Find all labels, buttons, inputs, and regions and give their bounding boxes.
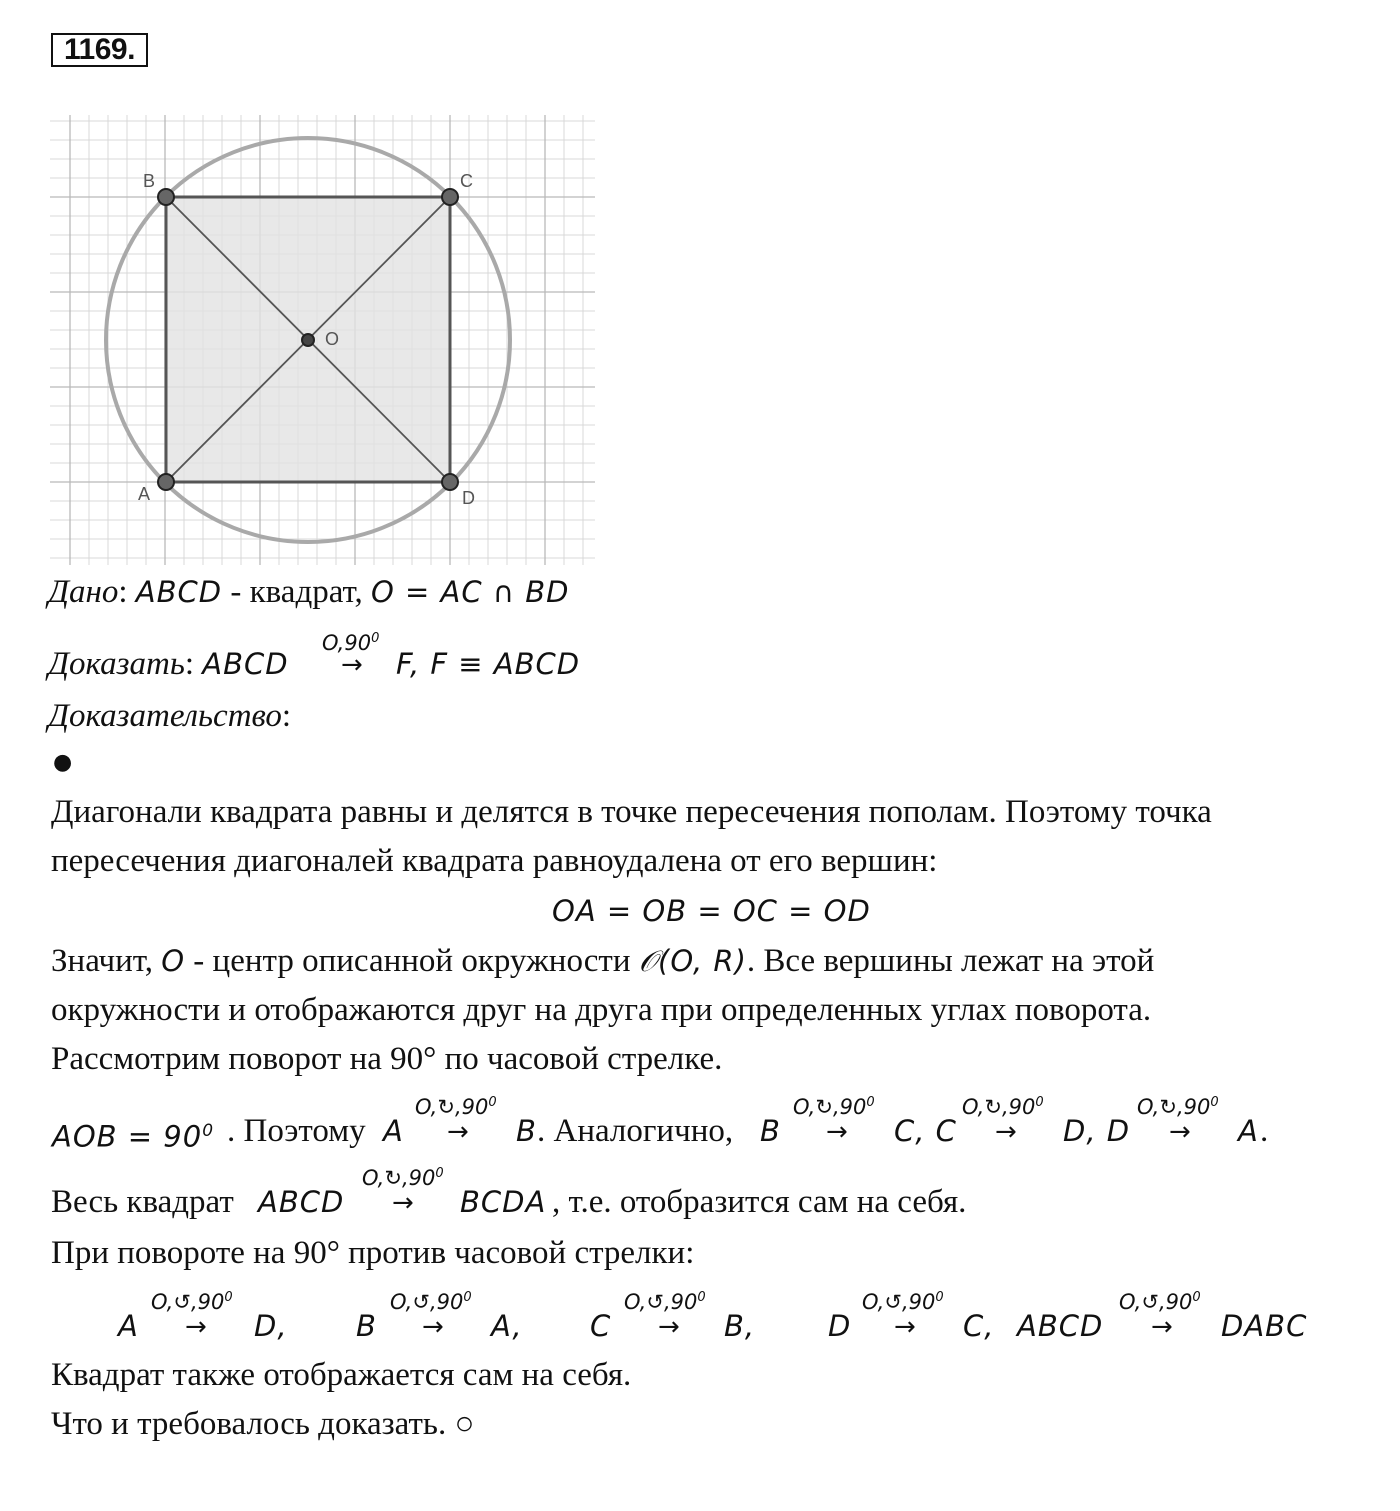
- whole-cw-right: BCDA: [460, 1185, 547, 1219]
- prove-over: $O,90^0$: [322, 631, 380, 655]
- cw-arrow-4: →: [1169, 1117, 1191, 1147]
- ccw-over-2: $O,↺,90^0$: [390, 1290, 472, 1314]
- prove-colon: :: [184, 646, 195, 682]
- proof-colon: :: [281, 698, 292, 734]
- cw-arrow-1: →: [447, 1117, 469, 1147]
- geometry-figure: [50, 115, 595, 565]
- prove-right: F, F ≡ ABCD: [396, 647, 581, 681]
- cw-period: .: [1260, 1113, 1269, 1149]
- whole-cw-text2: , т.е. отобразится сам на себя.: [552, 1184, 967, 1220]
- p2-text-d: . Все вершины лежат на этой: [746, 943, 1155, 979]
- ccw-arrow-1: →: [185, 1312, 207, 1342]
- p2-text-b: - центр описанной окружности: [185, 943, 639, 979]
- whole-cw-arrow: →: [392, 1188, 414, 1218]
- point-o: [302, 334, 314, 346]
- ccw-item-abcd: ABCD: [1017, 1309, 1104, 1343]
- ccw-arrow-3: →: [658, 1312, 680, 1342]
- cw-arrow-3: →: [995, 1117, 1017, 1147]
- cw-text2: . Аналогично,: [537, 1113, 734, 1149]
- cw-over-4: $O,↻,90^0$: [1137, 1095, 1219, 1119]
- ccw-item-a2: A,: [491, 1309, 523, 1343]
- point-a: [158, 474, 174, 490]
- ccw-over-5: $O,↺,90^0$: [1119, 1290, 1201, 1314]
- ccw-item-b2: B,: [724, 1309, 756, 1343]
- cw-b: B: [760, 1114, 781, 1148]
- given-label: Дано: [48, 574, 119, 610]
- whole-cw-over: $O,↻,90^0$: [362, 1166, 444, 1190]
- ccw-item-c: C: [590, 1309, 612, 1343]
- ccw-over-3: $O,↺,90^0$: [624, 1290, 706, 1314]
- bullet: ●: [53, 750, 73, 775]
- label-a: A: [138, 484, 151, 504]
- cw-angle: AOB = $90^0$: [52, 1119, 215, 1154]
- given-colon: :: [118, 574, 128, 610]
- paragraph1-line1: Диагонали квадрата равны и делятся в точке пересечения пополам. Поэтому точка: [51, 794, 1212, 830]
- cw-b-end: B: [516, 1114, 537, 1148]
- cw-d-mid: D, D: [1063, 1114, 1131, 1148]
- ccw-item-d: D,: [254, 1309, 288, 1343]
- cw-over-2: $O,↻,90^0$: [793, 1095, 875, 1119]
- label-d: D: [462, 488, 475, 508]
- cw-over-3: $O,↻,90^0$: [962, 1095, 1044, 1119]
- cw-c-mid: C, C: [894, 1114, 957, 1148]
- proof-label-line: [48, 696, 291, 736]
- ccw-intro: При повороте на 90° против часовой стрелки:: [51, 1235, 695, 1271]
- ccw-item-dabc: DABC: [1221, 1309, 1308, 1343]
- prove-label: Доказать: [48, 646, 185, 682]
- equality: OA = OB = OC = OD: [552, 894, 871, 928]
- given-intersection: O = AC ∩ BD: [370, 575, 570, 609]
- p2-center: O: [161, 944, 186, 978]
- prove-line: [48, 644, 289, 684]
- point-d: [442, 474, 458, 490]
- point-b: [158, 189, 174, 205]
- point-c: [442, 189, 458, 205]
- paragraph2-line3: Рассмотрим поворот на 90° по часовой стрелке.: [51, 1041, 723, 1077]
- paragraph2-line2: окружности и отображаются друг на друга при определенных углах поворота.: [51, 992, 1152, 1028]
- cw-a-end: A: [1238, 1114, 1259, 1148]
- ccw-over-4: $O,↺,90^0$: [862, 1290, 944, 1314]
- paragraph1-line2: пересечения диагоналей квадрата равноудалена от его вершин:: [51, 843, 938, 879]
- cw-arrow-2: →: [826, 1117, 848, 1147]
- given-dash: - квадрат,: [222, 574, 371, 610]
- whole-cw-left: ABCD: [258, 1185, 345, 1219]
- conclusion2: Что и требовалось доказать. ○: [51, 1406, 475, 1442]
- cw-a: A: [383, 1114, 404, 1148]
- label-b: B: [143, 171, 156, 191]
- given-line: [48, 572, 570, 612]
- proof-label: Доказательство: [48, 698, 282, 734]
- ccw-item-d2: D: [828, 1309, 852, 1343]
- paragraph2-line1: [51, 941, 1154, 981]
- problem-number: 1169.: [51, 33, 148, 67]
- given-square: ABCD: [135, 575, 223, 609]
- ccw-item-b: B: [356, 1309, 377, 1343]
- label-o: O: [325, 329, 340, 349]
- conclusion1: Квадрат также отображается сам на себя.: [51, 1357, 632, 1393]
- ccw-item-a: A: [118, 1309, 139, 1343]
- prove-arrow: →: [341, 650, 363, 680]
- p2-circle: 𝒪(O, R): [638, 944, 747, 978]
- label-c: C: [460, 171, 473, 191]
- prove-left: ABCD: [202, 647, 289, 681]
- whole-cw-text1: Весь квадрат: [51, 1184, 234, 1220]
- ccw-arrow-5: →: [1151, 1312, 1173, 1342]
- cw-over-1: $O,↻,90^0$: [415, 1095, 497, 1119]
- ccw-arrow-4: →: [894, 1312, 916, 1342]
- ccw-arrow-2: →: [422, 1312, 444, 1342]
- cw-text1: . Поэтому: [227, 1113, 366, 1149]
- p2-text-a: Значит,: [51, 943, 162, 979]
- ccw-over-1: $O,↺,90^0$: [151, 1290, 233, 1314]
- ccw-item-c2: C,: [963, 1309, 995, 1343]
